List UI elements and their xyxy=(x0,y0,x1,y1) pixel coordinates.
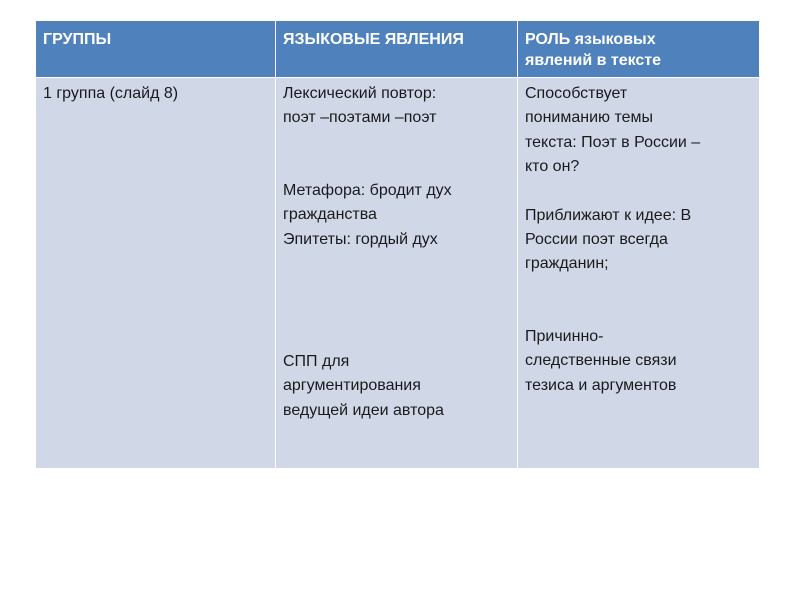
header-language-phenomena-label: ЯЗЫКОВЫЕ ЯВЛЕНИЯ xyxy=(283,31,464,48)
cell-role xyxy=(518,78,760,469)
header-groups xyxy=(36,21,276,78)
phenomena-line: Эпитеты: гордый дух xyxy=(283,230,438,248)
table-row xyxy=(36,78,760,469)
role-line: Приближают к идее: В xyxy=(525,206,692,224)
cell-group xyxy=(36,78,276,469)
phenomena-line: СПП для xyxy=(283,353,350,371)
phenomena-line: гражданства xyxy=(283,206,377,224)
role-line: текста: Поэт в России – xyxy=(525,133,701,151)
role-line: России поэт всегда xyxy=(525,231,668,249)
phenomena-line: Лексический повтор: xyxy=(283,85,437,102)
role-line: тезиса и аргументов xyxy=(525,376,677,394)
phenomena-line: ведущей идеи автора xyxy=(283,401,444,419)
group-label: 1 группа (слайд 8) xyxy=(43,85,179,102)
language-phenomena-table xyxy=(35,20,760,469)
header-role-label-line-1: РОЛЬ языковых xyxy=(525,31,656,48)
cell-phenomena xyxy=(276,78,518,469)
role-line: гражданин; xyxy=(525,255,609,273)
header-language-phenomena xyxy=(276,21,518,78)
role-line: пониманию темы xyxy=(525,109,653,127)
table-header-row xyxy=(36,21,760,78)
role-line: следственные связи xyxy=(525,352,677,370)
header-role xyxy=(518,21,760,78)
header-role-label-line-2: явлений в тексте xyxy=(525,52,662,69)
role-line: Способствует xyxy=(525,85,628,102)
phenomena-line: аргументирования xyxy=(283,377,421,395)
phenomena-line: поэт –поэтами –поэт xyxy=(283,109,437,127)
role-line: кто он? xyxy=(525,158,580,176)
header-groups-label: ГРУППЫ xyxy=(43,31,112,48)
role-line: Причинно- xyxy=(525,327,604,345)
phenomena-line: Метафора: бродит дух xyxy=(283,181,452,199)
